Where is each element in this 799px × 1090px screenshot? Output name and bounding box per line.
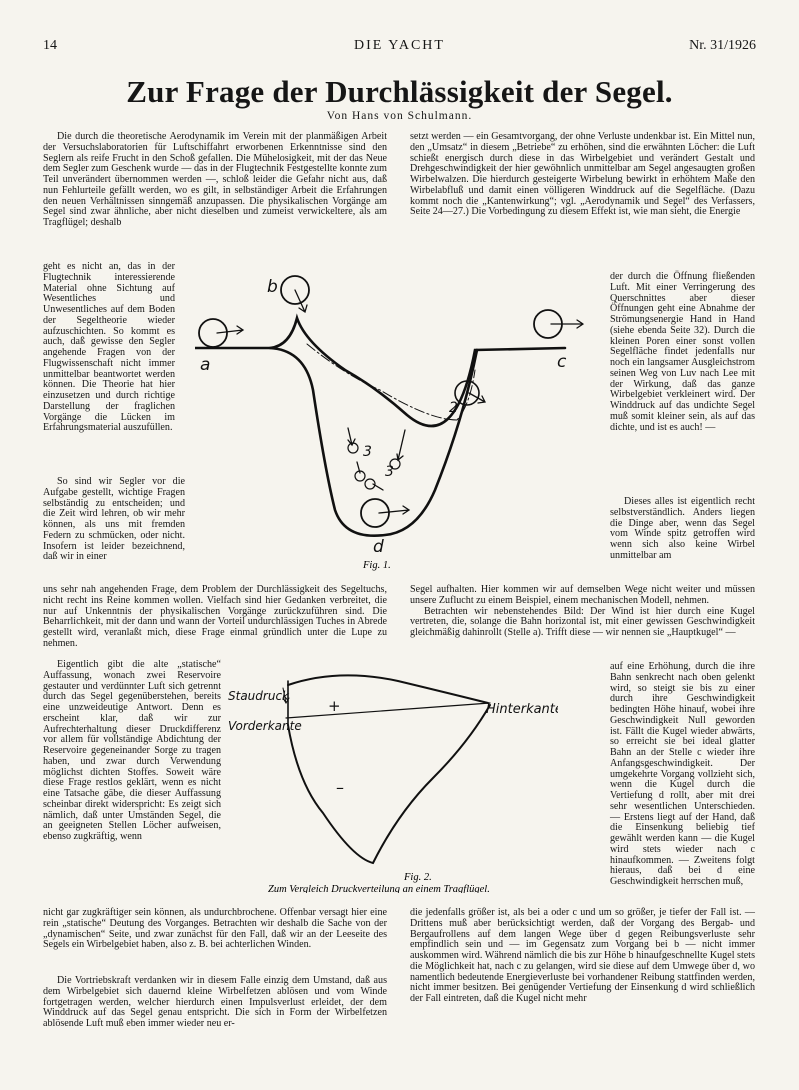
paragraph: Segel aufhalten. Hier kommen wir auf demselben Wege nicht weiter und müssen unsere Zuflucht zu einem Beispiel, einem mechanischen Modell, nehmen. [410,584,755,606]
label-c: c [557,352,567,372]
left-narrow-2 [43,477,185,563]
figure-2-caption-number: Fig. 2. [404,872,432,883]
figure-1-diagram [195,270,595,580]
figure-2 [228,663,558,897]
label-3a: 3 [363,444,372,460]
label-a: a [200,355,211,375]
right-top [410,132,755,218]
paragraph: uns sehr nah angehenden Frage, dem Problem der Durchlässigkeit des Segeltuchs, nicht recht ins Reine kommen wollen. Vielfach sind hier Gedanken verbreitet, die nur auf Unkenntnis der physikalischen Vorgänge zurückzuführen sind. Die Beharrlichkeit, mit der dann und wann der Vorteil undurchlässigen Tuches in Abrede gestellt wird, veranlaßt mich, diese Frage einmal gründlich unter die Lupe zu nehmen. [43,584,387,649]
paragraph: der durch die Öffnung fließenden Luft. Mit einer Verringerung des Querschnittes aber dieser Öffnungen geht eine Abnahme der Strömungsenergie Hand in Hand (siehe ebenda Seite 32). Durch die kleinen Poren einer sonst vollen Segelfläche findet jedenfalls nur noch ein langsamer Ausgleichstrom seinen Weg von Luv nach Lee mit der Wirkung, daß das ganze Wirbelgebiet verkleinert wird. Der Winddruck auf das undichte Segel muß somit kleiner sein, als auf das dichte, und ist es auch! — [610,271,755,433]
paragraph: nicht gar zugkräftiger sein können, als undurchbrochene. Offenbar versagt hier eine rein „statische“ Deutung des Vorganges. Betrachten wir deshalb die Sache von der „dynamischen“ Seite, und zwar zunächst für den Fall, daß wir an der Leeseite des Segels ein Wirbelgebiet haben, also z. B. bei achterlichen Winden. [43,907,387,951]
figure-1 [195,270,595,584]
right-narrow-3 [610,662,755,888]
right-narrow-1 [610,272,755,433]
paragraph: Betrachten wir nebenstehendes Bild: Der Wind ist hier durch eine Kugel vertreten, die, solange die Bahn horizontal ist, mit einer gewissen Geschwindigkeit gleichmäßig dahinrollt (Stelle a). Trifft diese — wir nennen sie „Hauptkugel“ — [410,605,755,638]
track-line [195,318,565,426]
label-hinterkante: Hinterkante [486,702,558,717]
left-narrow-1 [43,262,175,434]
paragraph: So sind wir Segler vor die Aufgabe gestellt, wichtige Fragen selbständig zu entscheiden; und die Zeit wird lehren, ob wir mehr können, als uns mit fremden Federn zu schmücken, oder nicht. Insofern ist leider bezeichnend, daß wir in einer [43,476,185,563]
motion-arrows [217,290,583,514]
page-number: 14 [43,38,57,53]
figure-2-caption-text: Zum Vergleich Druckverteilung an einem Tragflügel. [268,884,490,893]
left-wide-3 [43,976,387,1030]
issue-number: Nr. 31/1926 [689,38,756,53]
right-wide-3 [410,908,755,1005]
paragraph: auf eine Erhöhung, durch die ihre Bahn senkrecht nach oben gelenkt wird, so steigt sie bis zu einer durch ihre Geschwindigkeit bedingten Höhe hinauf, wobei ihre Geschwindigkeit Null geworden ist. Fällt die Kugel wieder abwärts, so erreicht sie bei ideal glatter Bahn an der Stelle c wieder ihre Anfangsgeschwindigkeit. Der umgekehrte Vorgang vollzieht sich, wenn die Kugel durch die Vertiefung d rollt, aber mit drei sehr wesentlichen Unterschieden. — Erstens liegt auf der Hand, daß die Einsenkung beliebig tief gewählt werden kann — die Kugel wird stets wieder nach c hinaufkommen. — Zweitens folgt hieraus, daß bei d eine Geschwindigkeit herrschen muß, [610,661,755,887]
label-3b: 3 [385,464,394,480]
paragraph: Dieses alles ist eigentlich recht selbstverständlich. Anders liegen die Dinge aber, wenn das Segel vom Winde spitz getroffen wird wenn sich also keine Wirbel unmittelbar am [610,496,755,561]
article-title: Zur Frage der Durchlässigkeit der Segel. [126,74,673,109]
upper-pressure-curve [288,675,488,703]
left-intro [43,132,387,229]
left-wide-1 [43,585,387,650]
paragraph: Eigentlich gibt die alte „statische“ Auffassung, wonach zwei Reservoire gestauter und verdünnter Luft sich getrennt durch das Segel gegenüberstehen, bereits eine unzweideutige Antwort. Denn es erscheint klar, daß wir zur Aufrechterhaltung dieser Druckdifferenz vor allem für vollständige Abdichtung der Reservoire gegeneinander Sorge zu tragen haben, und zwar durch Verwendung möglichst dichten Stoffes. Soweit wäre diese Frage restlos geklärt, wenn es nicht eine Tatsache gäbe, die dieser Auffassung scheinbar direkt widerspricht: Es zeigt sich nämlich, daß unter Umständen Segel, die an geeigneten Stellen Löcher aufweisen, ebenso zugkräftig, wenn [43,659,221,842]
label-vorderkante: Vorderkante [228,719,302,733]
label-minus: – [336,778,344,797]
label-staudruck: Staudruck [228,689,289,703]
lower-pressure-curve [288,705,490,863]
figure-1-caption: Fig. 1. [363,560,391,571]
figure-2-diagram [228,663,558,893]
left-narrow-3 [43,660,221,843]
magazine-name: DIE YACHT [354,38,445,53]
valley-line [270,348,477,536]
paragraph: die jedenfalls größer ist, als bei a oder c und um so größer, je tiefer der Fall ist. — Drittens muß aber berücksichtigt werden, daß der Vorgang des Bergab- und Bergaufrollens auf dem langen Wege über d gegen Reibungsverluste sehr empfindlich sein und — im Gegensatz zum Vorgang bei b — nicht immer auskommen wird. Während nämlich die bis zur Höhe b hinaufgeschnellte Kugel stets die Möglichkeit hat, nach c zu gelangen, wird sie diese auf dem Umwege über d, wo namentlich bedeutende Energieverluste bei vorhandener Reibung stattfinden werden, nicht immer besitzen. Bei genügender Vertiefung der Einsenkung d wird schließlich der Fall eintreten, daß die Kugel nicht mehr [410,907,755,1004]
label-2: 2 [449,400,458,416]
label-b: b [267,277,278,297]
left-wide-2 [43,908,387,951]
right-wide-1 [410,585,755,639]
label-plus: + [328,697,341,715]
paragraph: geht es nicht an, das in der Flugtechnik interessierende Material ohne Sichtung auf Wesentliches und Unwesentliches auf dem Boden der Segeltheorie wieder aufzuschichten. So kommt es auch, daß gewisse den Segler angehende Fragen von der Flugwissenschaft nicht immer unmittelbar beantwortet werden können. Die Theorie hat hier einzusetzen und durch richtige Darstellung der fraglichen Vorgänge die Lücken im Erfahrungsmaterial auszufüllen. [43,261,175,434]
ball-small-1 [348,443,358,453]
article-byline: Von Hans von Schulmann. [326,110,473,122]
label-d: d [373,537,384,557]
paragraph: Die Vortriebskraft verdanken wir in diesem Falle einzig dem Umstand, daß aus dem Wirbelgebiet sich dauernd kleine Wirbelfetzen ablösen und vom Winde fortgetragen werden, welcher hierdurch einen Impulsverlust erleidet, der dem Winddruck auf das Segel genau entspricht. Die sich in Form der Wirbelfetzen ablösende Luft muß eben immer wieder neu er- [43,975,387,1029]
paragraph: Die durch die theoretische Aerodynamik im Verein mit der planmäßigen Arbeit der Versuchslaboratorien für Luftschiffahrt erworbenen Erkenntnisse sind den Seglern als reife Frucht in den Schoß gefallen. Die Mühelosigkeit, mit der das Neue dem Segler zum Geschenk wurde — das in der Flugtechnik Festgestellte konnte zum Teil unverändert übernommen werden —, schloß leider die Gefahr nicht aus, daß nun Fehlurteile gefällt werden, wo es gilt, in selbständiger Arbeit die Erfahrungen den neuen Verhältnissen sinngemäß anzupassen. Die physikalischen Vorgänge am Segel sind zwar ähnliche, aber nicht dieselben und zumeist verwickeltere, als am Tragflügel; deshalb [43,131,387,228]
right-narrow-2 [610,497,755,562]
chord-line [286,703,490,718]
paragraph: setzt werden — ein Gesamtvorgang, der ohne Verluste undenkbar ist. Ein Mittel nun, den „Umsatz“ in diesem „Betriebe“ zu erhöhen, sind die erwähnten Löcher: die Luft schießt energisch durch diese in das Wirbelgebiet und verändert Gestalt und Drehgeschwindigkeit der hier gewöhnlich unmittelbar am Segel angesaugten großen Wirbelwalzen. Die hierdurch gesteigerte Wirbelung bewirkt in erhöhtem Maße den Wirbelabfluß und damit einen völligeren Winddruck auf die Segelfläche. (Dazu kommt noch die „Kantenwirkung“; vgl. „Aerodynamik und Segel“ des Verfassers, Seite 24—27.) Die Vorbedingung zu diesem Effekt ist, wie man sieht, die Energie [410,131,755,218]
ball-a [199,319,227,347]
